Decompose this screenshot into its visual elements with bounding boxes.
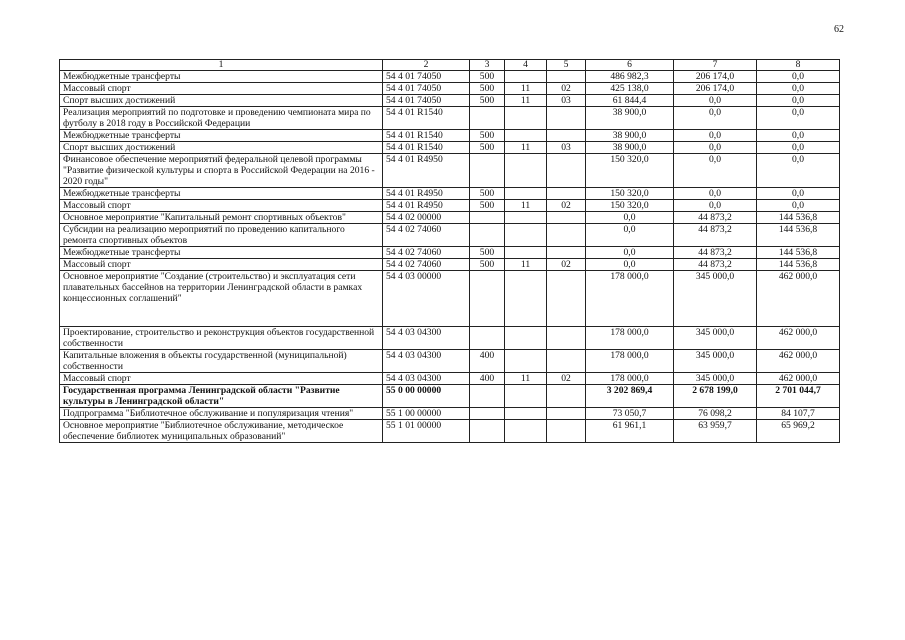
column-header: 5 xyxy=(547,60,586,71)
section-cell xyxy=(505,247,547,259)
amount-col6-cell: 38 900,0 xyxy=(586,107,674,130)
amount-col6-cell: 150 320,0 xyxy=(586,200,674,212)
row-name-cell: Реализация мероприятий по подготовке и проведению чемпионата мира по футболу в 2018 году в Российской Федерации xyxy=(60,107,383,130)
amount-col7-cell: 63 959,7 xyxy=(674,420,757,443)
target-code-cell: 54 4 03 04300 xyxy=(383,373,470,385)
row-name-cell: Государственная программа Ленинградской области "Развитие культуры в Ленинградской области" xyxy=(60,385,383,408)
section-cell xyxy=(505,154,547,188)
amount-col8-cell: 0,0 xyxy=(757,71,840,83)
section-cell xyxy=(505,420,547,443)
table-row xyxy=(60,212,840,224)
section-cell xyxy=(505,224,547,247)
amount-col7-cell: 0,0 xyxy=(674,107,757,130)
section-cell xyxy=(505,212,547,224)
amount-col8-cell: 0,0 xyxy=(757,142,840,154)
section-cell xyxy=(505,408,547,420)
amount-col8-cell: 0,0 xyxy=(757,188,840,200)
section-cell: 11 xyxy=(505,373,547,385)
amount-col6-cell: 0,0 xyxy=(586,224,674,247)
expense-type-cell: 500 xyxy=(470,71,505,83)
column-header: 4 xyxy=(505,60,547,71)
subsection-cell xyxy=(547,247,586,259)
target-code-cell: 54 4 02 74060 xyxy=(383,224,470,247)
row-name-cell: Спорт высших достижений xyxy=(60,142,383,154)
amount-col7-cell: 0,0 xyxy=(674,188,757,200)
row-name-cell: Межбюджетные трансферты xyxy=(60,71,383,83)
expense-type-cell: 500 xyxy=(470,188,505,200)
row-name-cell: Межбюджетные трансферты xyxy=(60,130,383,142)
row-name-cell: Проектирование, строительство и реконструкция объектов государственной собственности xyxy=(60,327,383,350)
target-code-cell: 54 4 02 00000 xyxy=(383,212,470,224)
table-row xyxy=(60,420,840,443)
table-row xyxy=(60,408,840,420)
amount-col7-cell: 0,0 xyxy=(674,200,757,212)
amount-col7-cell: 44 873,2 xyxy=(674,224,757,247)
table-row xyxy=(60,247,840,259)
expense-type-cell xyxy=(470,212,505,224)
expense-type-cell xyxy=(470,154,505,188)
target-code-cell: 54 4 03 04300 xyxy=(383,350,470,373)
amount-col7-cell: 76 098,2 xyxy=(674,408,757,420)
section-cell xyxy=(505,188,547,200)
expense-type-cell xyxy=(470,271,505,327)
amount-col8-cell: 0,0 xyxy=(757,130,840,142)
expense-type-cell xyxy=(470,420,505,443)
expense-type-cell: 500 xyxy=(470,200,505,212)
expense-type-cell xyxy=(470,107,505,130)
amount-col7-cell: 206 174,0 xyxy=(674,83,757,95)
subsection-cell: 03 xyxy=(547,95,586,107)
table-row xyxy=(60,350,840,373)
subsection-cell xyxy=(547,107,586,130)
target-code-cell: 54 4 01 74050 xyxy=(383,95,470,107)
amount-col8-cell: 0,0 xyxy=(757,83,840,95)
row-name-cell: Финансовое обеспечение мероприятий федеральной целевой программы "Развитие физической культуры и спорта в Российской Федерации на 2016 - 2020 годы" xyxy=(60,154,383,188)
section-cell xyxy=(505,385,547,408)
target-code-cell: 54 4 01 R4950 xyxy=(383,188,470,200)
subsection-cell xyxy=(547,224,586,247)
column-header: 7 xyxy=(674,60,757,71)
section-cell xyxy=(505,107,547,130)
expense-type-cell: 500 xyxy=(470,247,505,259)
column-header: 1 xyxy=(60,60,383,71)
amount-col8-cell: 144 536,8 xyxy=(757,247,840,259)
section-cell xyxy=(505,71,547,83)
section-cell: 11 xyxy=(505,200,547,212)
row-name-cell: Основное мероприятие "Создание (строительство) и эксплуатация сети плавательных бассейнов на территории Ленинградской области в рамках концессионных соглашений" xyxy=(60,271,383,327)
amount-col6-cell: 178 000,0 xyxy=(586,373,674,385)
table-row xyxy=(60,142,840,154)
target-code-cell: 54 4 02 74060 xyxy=(383,259,470,271)
target-code-cell: 54 4 03 04300 xyxy=(383,327,470,350)
subsection-cell xyxy=(547,350,586,373)
row-name-cell: Подпрограмма "Библиотечное обслуживание и популяризация чтения" xyxy=(60,408,383,420)
row-name-cell: Капитальные вложения в объекты государственной (муниципальной) собственности xyxy=(60,350,383,373)
expense-type-cell: 500 xyxy=(470,142,505,154)
expense-type-cell: 500 xyxy=(470,95,505,107)
row-name-cell: Межбюджетные трансферты xyxy=(60,247,383,259)
table-row xyxy=(60,107,840,130)
amount-col8-cell: 2 701 044,7 xyxy=(757,385,840,408)
subsection-cell xyxy=(547,385,586,408)
page-number: 62 xyxy=(834,24,844,35)
row-name-cell: Основное мероприятие "Библиотечное обслуживание, методическое обеспечение библиотек муниципальных образований" xyxy=(60,420,383,443)
target-code-cell: 54 4 03 00000 xyxy=(383,271,470,327)
amount-col7-cell: 345 000,0 xyxy=(674,327,757,350)
subsection-cell xyxy=(547,271,586,327)
amount-col6-cell: 0,0 xyxy=(586,259,674,271)
table-row xyxy=(60,259,840,271)
section-cell: 11 xyxy=(505,259,547,271)
amount-col8-cell: 0,0 xyxy=(757,95,840,107)
amount-col8-cell: 0,0 xyxy=(757,200,840,212)
amount-col7-cell: 44 873,2 xyxy=(674,212,757,224)
subsection-cell xyxy=(547,130,586,142)
table-row xyxy=(60,71,840,83)
expense-type-cell xyxy=(470,224,505,247)
table-row xyxy=(60,373,840,385)
section-cell: 11 xyxy=(505,142,547,154)
subsection-cell: 03 xyxy=(547,142,586,154)
header-row xyxy=(60,60,840,71)
amount-col8-cell: 144 536,8 xyxy=(757,212,840,224)
section-cell xyxy=(505,327,547,350)
amount-col8-cell: 144 536,8 xyxy=(757,259,840,271)
target-code-cell: 54 4 01 74050 xyxy=(383,83,470,95)
row-name-cell: Межбюджетные трансферты xyxy=(60,188,383,200)
amount-col8-cell: 0,0 xyxy=(757,154,840,188)
expense-type-cell: 500 xyxy=(470,259,505,271)
table-body xyxy=(60,71,840,443)
budget-table xyxy=(59,59,840,443)
table-row xyxy=(60,95,840,107)
expense-type-cell: 500 xyxy=(470,83,505,95)
amount-col8-cell: 462 000,0 xyxy=(757,271,840,327)
amount-col8-cell: 462 000,0 xyxy=(757,350,840,373)
amount-col6-cell: 486 982,3 xyxy=(586,71,674,83)
subsection-cell xyxy=(547,327,586,350)
amount-col7-cell: 2 678 199,0 xyxy=(674,385,757,408)
amount-col6-cell: 61 961,1 xyxy=(586,420,674,443)
amount-col6-cell: 38 900,0 xyxy=(586,142,674,154)
target-code-cell: 54 4 02 74060 xyxy=(383,247,470,259)
column-header: 2 xyxy=(383,60,470,71)
target-code-cell: 54 4 01 R1540 xyxy=(383,130,470,142)
amount-col6-cell: 38 900,0 xyxy=(586,130,674,142)
amount-col8-cell: 462 000,0 xyxy=(757,327,840,350)
row-name-cell: Спорт высших достижений xyxy=(60,95,383,107)
target-code-cell: 54 4 01 R1540 xyxy=(383,107,470,130)
target-code-cell: 54 4 01 74050 xyxy=(383,71,470,83)
amount-col8-cell: 462 000,0 xyxy=(757,373,840,385)
expense-type-cell xyxy=(470,408,505,420)
table-row xyxy=(60,271,840,327)
amount-col7-cell: 345 000,0 xyxy=(674,373,757,385)
table-row xyxy=(60,224,840,247)
subsection-cell: 02 xyxy=(547,259,586,271)
section-cell xyxy=(505,350,547,373)
column-header: 8 xyxy=(757,60,840,71)
amount-col8-cell: 84 107,7 xyxy=(757,408,840,420)
target-code-cell: 55 0 00 00000 xyxy=(383,385,470,408)
row-name-cell: Субсидии на реализацию мероприятий по проведению капитального ремонта спортивных объектов xyxy=(60,224,383,247)
amount-col6-cell: 73 050,7 xyxy=(586,408,674,420)
amount-col7-cell: 44 873,2 xyxy=(674,259,757,271)
amount-col7-cell: 345 000,0 xyxy=(674,271,757,327)
column-header: 6 xyxy=(586,60,674,71)
amount-col6-cell: 150 320,0 xyxy=(586,154,674,188)
target-code-cell: 55 1 01 00000 xyxy=(383,420,470,443)
amount-col7-cell: 0,0 xyxy=(674,154,757,188)
table-row xyxy=(60,327,840,350)
row-name-cell: Массовый спорт xyxy=(60,200,383,212)
table-row xyxy=(60,200,840,212)
subsection-cell xyxy=(547,71,586,83)
table-row xyxy=(60,83,840,95)
amount-col6-cell: 425 138,0 xyxy=(586,83,674,95)
expense-type-cell: 400 xyxy=(470,350,505,373)
amount-col7-cell: 0,0 xyxy=(674,95,757,107)
subsection-cell xyxy=(547,212,586,224)
amount-col7-cell: 44 873,2 xyxy=(674,247,757,259)
target-code-cell: 54 4 01 R4950 xyxy=(383,200,470,212)
amount-col6-cell: 0,0 xyxy=(586,247,674,259)
table-row xyxy=(60,385,840,408)
target-code-cell: 54 4 01 R1540 xyxy=(383,142,470,154)
subsection-cell: 02 xyxy=(547,200,586,212)
amount-col6-cell: 178 000,0 xyxy=(586,271,674,327)
subsection-cell xyxy=(547,154,586,188)
amount-col6-cell: 3 202 869,4 xyxy=(586,385,674,408)
row-name-cell: Основное мероприятие "Капитальный ремонт спортивных объектов" xyxy=(60,212,383,224)
amount-col6-cell: 61 844,4 xyxy=(586,95,674,107)
subsection-cell xyxy=(547,408,586,420)
target-code-cell: 55 1 00 00000 xyxy=(383,408,470,420)
amount-col6-cell: 0,0 xyxy=(586,212,674,224)
amount-col7-cell: 0,0 xyxy=(674,142,757,154)
subsection-cell: 02 xyxy=(547,83,586,95)
amount-col7-cell: 345 000,0 xyxy=(674,350,757,373)
row-name-cell: Массовый спорт xyxy=(60,373,383,385)
table-row xyxy=(60,188,840,200)
expense-type-cell xyxy=(470,385,505,408)
section-cell xyxy=(505,130,547,142)
row-name-cell: Массовый спорт xyxy=(60,259,383,271)
row-name-cell: Массовый спорт xyxy=(60,83,383,95)
expense-type-cell: 400 xyxy=(470,373,505,385)
amount-col8-cell: 144 536,8 xyxy=(757,224,840,247)
target-code-cell: 54 4 01 R4950 xyxy=(383,154,470,188)
section-cell: 11 xyxy=(505,95,547,107)
amount-col6-cell: 150 320,0 xyxy=(586,188,674,200)
amount-col8-cell: 65 969,2 xyxy=(757,420,840,443)
subsection-cell: 02 xyxy=(547,373,586,385)
section-cell: 11 xyxy=(505,83,547,95)
expense-type-cell xyxy=(470,327,505,350)
column-header: 3 xyxy=(470,60,505,71)
subsection-cell xyxy=(547,420,586,443)
expense-type-cell: 500 xyxy=(470,130,505,142)
amount-col7-cell: 0,0 xyxy=(674,130,757,142)
section-cell xyxy=(505,271,547,327)
amount-col7-cell: 206 174,0 xyxy=(674,71,757,83)
amount-col6-cell: 178 000,0 xyxy=(586,350,674,373)
subsection-cell xyxy=(547,188,586,200)
amount-col8-cell: 0,0 xyxy=(757,107,840,130)
table-row xyxy=(60,130,840,142)
amount-col6-cell: 178 000,0 xyxy=(586,327,674,350)
table-row xyxy=(60,154,840,188)
